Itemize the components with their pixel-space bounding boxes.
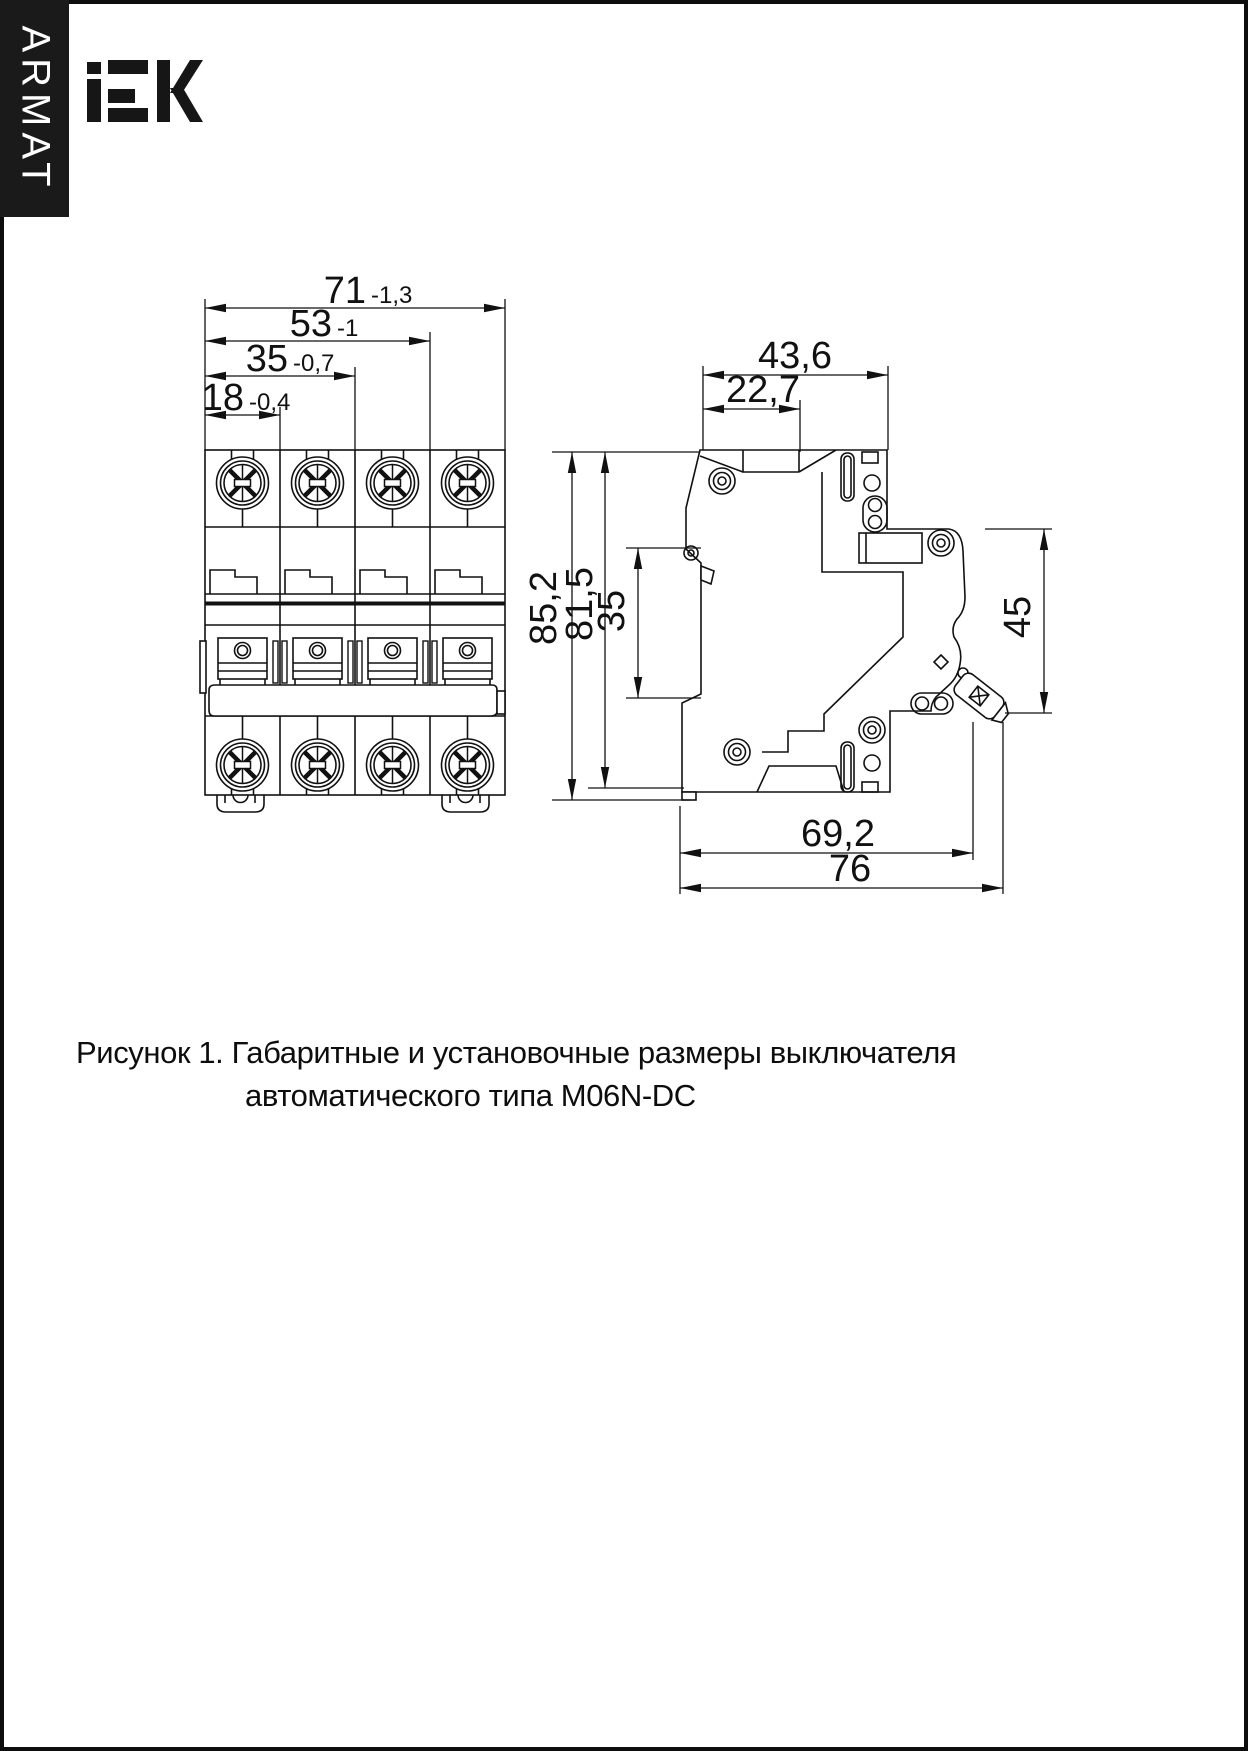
- side-din-foot: [682, 792, 696, 800]
- dim-side-front-45: 45: [997, 595, 1039, 639]
- dim-front-module-width: 18: [201, 377, 244, 419]
- figure-caption: [76, 1031, 956, 1117]
- dim-front-35-tol: -0,7: [293, 350, 335, 377]
- front-mount-feet: [217, 795, 489, 812]
- front-left-strip: [200, 641, 206, 693]
- dim-side-height-overall: 85,2: [523, 571, 565, 645]
- side-body-outline: [682, 450, 965, 792]
- dim-front-overall-width-tol: -1,3: [371, 282, 413, 309]
- armat-vertical-label: ARMAT: [13, 24, 57, 193]
- caption-line-1: Рисунок 1. Габаритные и установочные размеры выключателя: [76, 1035, 957, 1070]
- dim-front-35: 35: [245, 338, 288, 380]
- dim-front-53-tol: -1: [337, 315, 359, 342]
- dim-side-din-35: 35: [591, 589, 633, 633]
- dim-side-depth-76: 76: [828, 848, 872, 890]
- side-view-drawing: [682, 450, 1014, 800]
- dim-side-depth-top: 43,6: [758, 335, 832, 377]
- front-handle-bar: [209, 685, 497, 716]
- caption-line-2: автоматического типа M06N-DC: [245, 1078, 696, 1113]
- dim-side-depth-69-2: 69,2: [801, 813, 875, 855]
- dim-front-overall-width: 71: [323, 270, 366, 312]
- front-dimension-labels: [202, 270, 413, 419]
- front-handle-step: [497, 691, 505, 714]
- dim-front-53: 53: [289, 303, 332, 345]
- toggle-handle: [951, 670, 1013, 727]
- front-view-drawing: [200, 450, 505, 812]
- dim-side-22-7: 22,7: [726, 369, 800, 411]
- dim-side-height-body: 81,5: [559, 567, 601, 641]
- dim-front-module-width-tol: -0,4: [249, 389, 291, 416]
